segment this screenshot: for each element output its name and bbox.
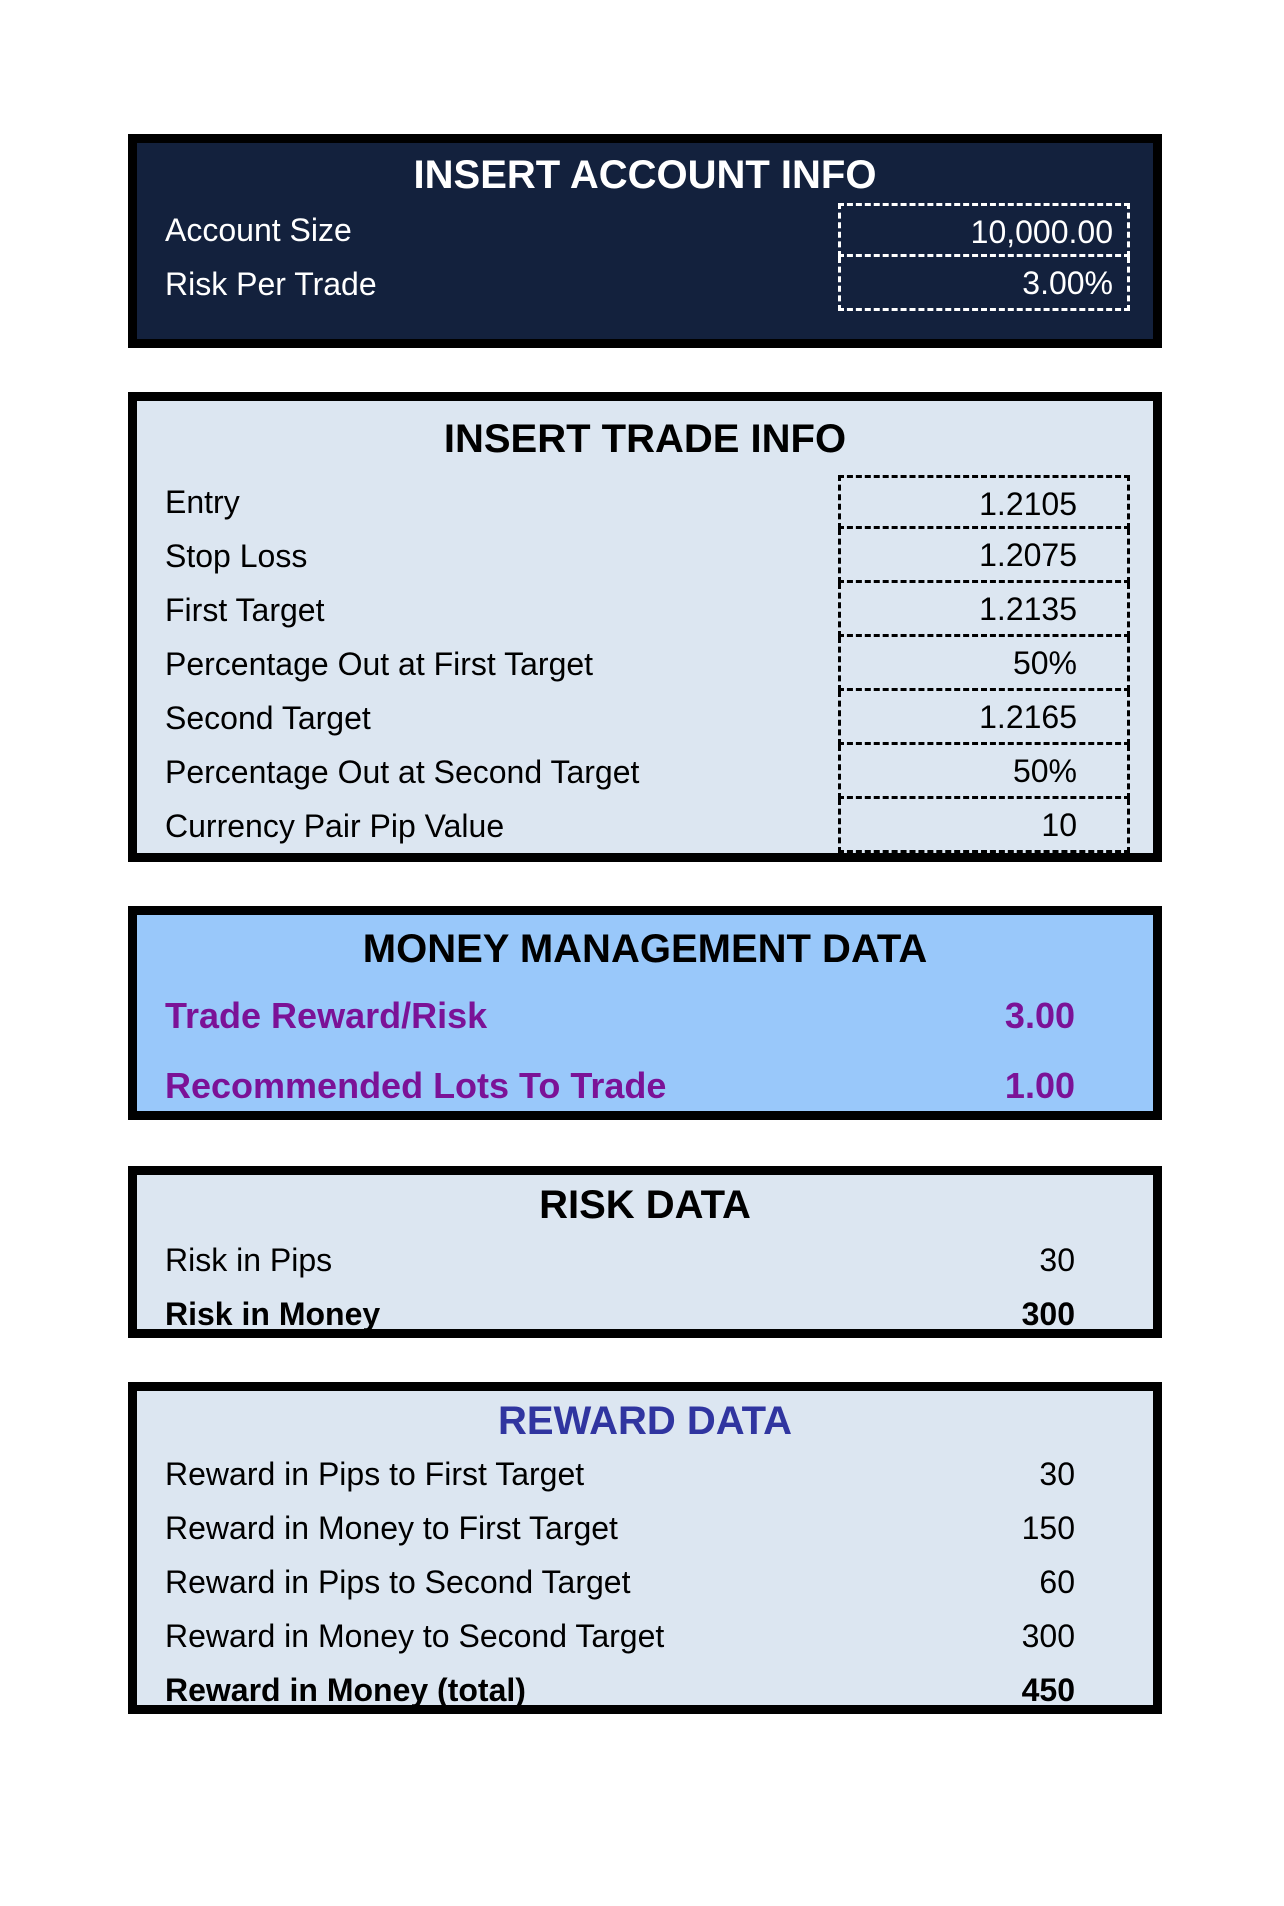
first-target-input[interactable]: 1.2135 [838, 583, 1130, 637]
pct-out-second-row [137, 745, 1153, 799]
reward-pips-first-row [137, 1447, 1153, 1501]
reward-data-panel [128, 1382, 1162, 1714]
reward-money-first-label: Reward in Money to First Target [165, 1510, 618, 1546]
pct-out-first-input[interactable]: 50% [838, 637, 1130, 691]
stop-loss-label: Stop Loss [165, 538, 308, 574]
first-target-row [137, 583, 1153, 637]
reward-pips-second-value: 60 [1039, 1564, 1075, 1600]
trade-info-title: INSERT TRADE INFO [443, 417, 847, 461]
reward-risk-value: 3.00 [1004, 995, 1075, 1036]
pip-value-row [137, 799, 1153, 853]
reward-money-first-value: 150 [1021, 1510, 1075, 1546]
account-info-title: INSERT ACCOUNT INFO [413, 153, 877, 197]
risk-pips-label: Risk in Pips [165, 1242, 333, 1278]
reward-risk-row [137, 981, 1153, 1051]
recommended-lots-value: 1.00 [1004, 1065, 1075, 1106]
reward-money-total-row [137, 1663, 1153, 1717]
pct-out-first-row [137, 637, 1153, 691]
pip-value-label: Currency Pair Pip Value [165, 808, 505, 844]
recommended-lots-row [137, 1051, 1153, 1121]
risk-money-value: 300 [1021, 1296, 1075, 1332]
money-management-panel [128, 906, 1162, 1120]
risk-money-label: Risk in Money [165, 1296, 381, 1332]
reward-data-title: REWARD DATA [497, 1399, 793, 1443]
reward-pips-second-label: Reward in Pips to Second Target [165, 1564, 631, 1600]
pct-out-second-label: Percentage Out at Second Target [165, 754, 640, 790]
risk-money-row [137, 1287, 1153, 1341]
trade-info-panel [128, 392, 1162, 862]
risk-data-panel [128, 1166, 1162, 1338]
reward-money-second-value: 300 [1021, 1618, 1075, 1654]
pct-out-second-input[interactable]: 50% [838, 745, 1130, 799]
account-size-label: Account Size [165, 212, 352, 248]
reward-money-second-label: Reward in Money to Second Target [165, 1618, 665, 1654]
second-target-label: Second Target [165, 700, 371, 736]
pct-out-first-label: Percentage Out at First Target [165, 646, 594, 682]
money-management-title: MONEY MANAGEMENT DATA [362, 927, 928, 971]
entry-label: Entry [165, 484, 240, 520]
pip-value-input[interactable]: 10 [838, 799, 1130, 853]
second-target-row [137, 691, 1153, 745]
entry-row [137, 475, 1153, 529]
first-target-label: First Target [165, 592, 325, 628]
reward-risk-label: Trade Reward/Risk [165, 995, 488, 1036]
stop-loss-input[interactable]: 1.2075 [838, 529, 1130, 583]
reward-money-second-row [137, 1609, 1153, 1663]
risk-per-trade-row [137, 257, 1153, 311]
entry-input[interactable]: 1.2105 [838, 475, 1130, 529]
account-info-panel [128, 134, 1162, 348]
account-size-input[interactable]: 10,000.00 [838, 203, 1130, 257]
reward-pips-first-label: Reward in Pips to First Target [165, 1456, 585, 1492]
recommended-lots-label: Recommended Lots To Trade [165, 1065, 667, 1106]
reward-pips-first-value: 30 [1039, 1456, 1075, 1492]
second-target-input[interactable]: 1.2165 [838, 691, 1130, 745]
risk-pips-value: 30 [1039, 1242, 1075, 1278]
account-size-row [137, 203, 1153, 257]
reward-money-total-value: 450 [1021, 1672, 1075, 1708]
risk-per-trade-label: Risk Per Trade [165, 266, 377, 302]
reward-money-first-row [137, 1501, 1153, 1555]
stop-loss-row [137, 529, 1153, 583]
risk-pips-row [137, 1233, 1153, 1287]
risk-per-trade-input[interactable]: 3.00% [838, 257, 1130, 311]
reward-money-total-label: Reward in Money (total) [165, 1672, 526, 1708]
reward-pips-second-row [137, 1555, 1153, 1609]
risk-data-title: RISK DATA [539, 1183, 751, 1227]
